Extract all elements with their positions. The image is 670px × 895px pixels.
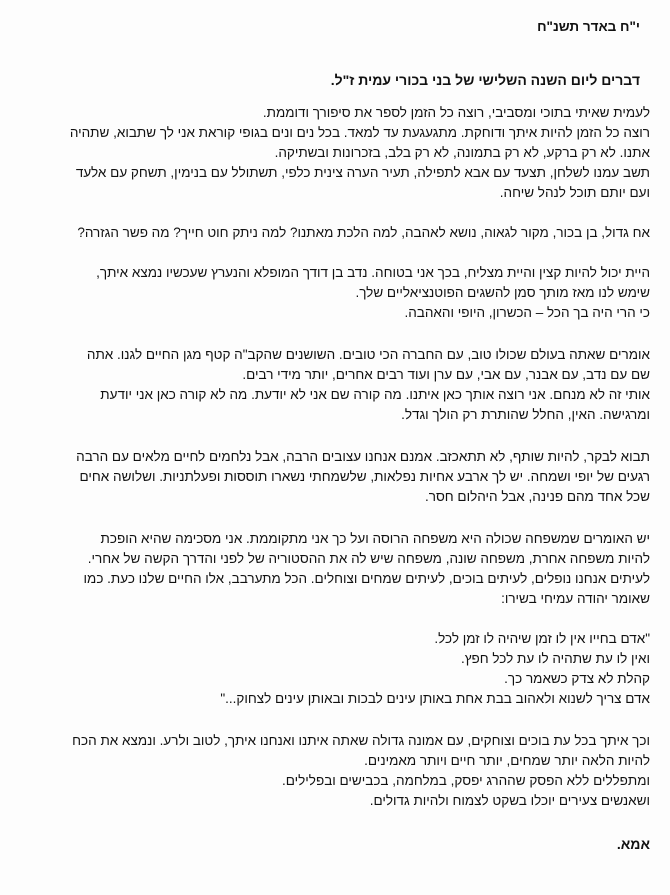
paragraph-2 xyxy=(20,223,650,243)
paragraph-3 xyxy=(20,263,650,323)
signature: אמא. xyxy=(616,836,650,852)
poem-line: ואין לו עת שתהיה לו עת לכל חפץ. xyxy=(461,651,650,666)
poem-line: קהלת לא צדק כשאמר כך. xyxy=(504,671,650,686)
text-line: ושאנשים צעירים יוכלו בשקט לצמוח ולהיות גדולים. xyxy=(369,793,650,808)
text-line: וכך איתך בכל עת בוכים וצוחקים, עם אמונה גדולה שאתה איתנו ואנחנו איתך, לטוב ולרע. ונמצא את הכח xyxy=(72,733,650,748)
paragraph-6 xyxy=(20,529,650,609)
text-line: אח גדול, בן בכור, מקור לגאוה, נושא לאהבה, למה הלכת מאתנו? למה ניתק חוט חייך? מה פשר הגזרה? xyxy=(77,225,650,240)
poem-line: "אדם בחייו אין לו זמן שיהיה לו זמן לכל. xyxy=(434,631,650,646)
text-line: שימש לנו מאז מותך סמן להשגים הפוטנציאליים שלך. xyxy=(355,285,650,300)
text-line: לעמית שאיתי בתוכי ומסביבי, רוצה כל הזמן לספר את סיפורך ודוממת. xyxy=(262,105,650,120)
text-line: ומתפללים ללא הפסק שההרג יפסק, במלחמה, בכבישים ובפלילים. xyxy=(282,773,650,788)
poem-quote xyxy=(20,629,650,709)
text-line: שכל אחד מהם פנינה, אבל היהלום חסר. xyxy=(424,489,650,504)
text-line: לעיתים אנחנו נופלים, לעיתים בוכים, לעיתים שמחים וצוחלים. הכל מתערבב, אלו החיים שלנו כעת. כמו xyxy=(83,571,650,586)
text-line: יש האומרים שמשפחה שכולה היא משפחה הרוסה ועל כך אני מתקוממת. אני מסכימה שהיא הופכת xyxy=(100,531,650,546)
text-line: להיות משפחה אחרת, משפחה שונה, משפחה שיש לה את ההסטוריה של לפני והדרך הקשה של אחרי. xyxy=(87,551,650,566)
text-line: להיות הלאה יותר שמחים, יותר חיים ויותר מאמינים. xyxy=(364,753,650,768)
text-line: שאומר יהודה עמיחי בשירו: xyxy=(501,591,650,606)
poem-line: אדם צריך לשנוא ולאהוב בבת אחת באותן עינים לבכות ובאותן עינים לצחוק..." xyxy=(220,691,650,706)
text-line: רוצה כל הזמן להיות איתך ודוחקת. מתגעגעת עד למאד. בכל נים ונים בגופי קוראת אני לך שתבוא, שתהיה xyxy=(69,125,650,140)
paragraph-8 xyxy=(20,731,650,811)
text-line: ועם יותם תוכל לנהל שיחה. xyxy=(499,185,650,200)
text-line: ומרגישה. האין, החלל שהותרת רק הולך וגדל. xyxy=(401,407,650,422)
text-line: שם עם נדב, עם אבנר, עם אבי, עם ערן ועוד רבים אחרים, יותר מידי רבים. xyxy=(242,367,650,382)
text-line: תבוא לבקר, להיות שותף, לא תתאכזב. אמנם אנחנו עצובים הרבה, אבל נלחמים לחיים מלאים עם הרבה xyxy=(76,449,650,464)
text-line: כי הרי היה בך הכל – הכשרון, היופי והאהבה. xyxy=(404,305,650,320)
text-line: היית יכול להיות קצין והיית מצליח, בכך אני בטוחה. נדב בן דודך המופלא והנערץ שעכשיו נמצא איתך, xyxy=(96,265,650,280)
text-line: אותי זה לא מנחם. אני רוצה אותך כאן איתנו. מה קורה שם אני לא יודעת. מה לא קורה כאן אני יודעת xyxy=(100,387,650,402)
hebrew-date: י"ח באדר תשנ"ח xyxy=(537,19,640,34)
paragraph-4 xyxy=(20,345,650,425)
text-line: אומרים שאתה בעולם שכולו טוב, עם החברה הכי טובים. השושנים שהקב"ה קטף מגן החיים לגנו. אתה xyxy=(86,347,650,362)
text-line: תשב עמנו לשלחן, תצעד עם אבא לתפילה, תעיר הערה צינית כלפי, תשתולל עם בנימין, תשחק עם אלעד xyxy=(75,165,650,180)
paragraph-1 xyxy=(20,103,650,203)
text-line: רגעים של יופי ושמחה. יש לך ארבע אחיות נפלאות, שלשמחתי נשארו תוססות ופעלתניות. ושלושה אחים xyxy=(79,469,650,484)
text-line: אתנו. לא רק ברקע, לא רק בתמונה, לא רק בלב, בזכרונות ובשתיקה. xyxy=(274,145,650,160)
letter-title: דברים ליום השנה השלישי של בני בכורי עמית ז"ל. xyxy=(330,72,640,88)
paragraph-5 xyxy=(20,447,650,507)
